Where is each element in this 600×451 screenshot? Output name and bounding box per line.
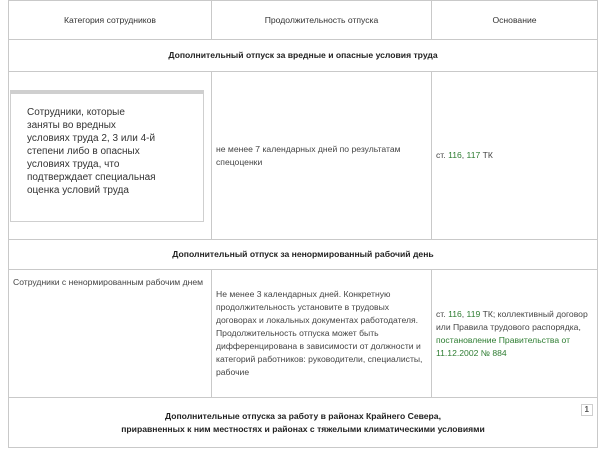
category-card [10, 90, 204, 222]
leave-table [8, 0, 598, 448]
cell-category-harmful [9, 72, 212, 240]
cell-duration-irregular: Не менее 3 календарных дней. Конкретную продолжительность установите в трудовых договорах и локальных документах работодателя. Продолжительность отпуска может быть дифференцирована в зависимости от должности и категорий работников: руководители, специалисты, рабочие [212, 270, 432, 398]
cell-basis-irregular: ст. 116, 119 ТК; коллективный договор или Правила трудового распорядка, постановление Правительства от 11.12.2002 № 884 [432, 270, 598, 398]
link-article-116[interactable]: 116 [448, 308, 462, 319]
category-text: Сотрудники, которые заняты во вредных условиях труда 2, 3 или 4-й степени либо в опасных условиях труда, что подтверждает специальная оценка условий труда [27, 106, 156, 196]
section-title-irregular: Дополнительный отпуск за ненормированный рабочий день [9, 240, 598, 270]
section-title-harmful: Дополнительный отпуск за вредные и опасные условия труда [9, 40, 598, 72]
section-title-north-line2: приравненных к ним местностях и районах с тяжелыми климатическими условиями [121, 423, 485, 434]
section-title-north-line1: Дополнительные отпуска за работу в районах Крайнего Севера, [165, 410, 441, 421]
cell-category-irregular: Сотрудники с ненормированным рабочим днем [9, 270, 212, 398]
section-title-north [9, 398, 598, 448]
header-basis: Основание [432, 1, 598, 40]
link-government-decree[interactable]: постановление Правительства от 11.12.2002 № 884 [436, 334, 571, 358]
link-article-116[interactable]: 116 [448, 150, 462, 160]
footnote-badge[interactable]: 1 [581, 404, 593, 416]
cell-basis-harmful: ст. 116, 117 ТК [432, 72, 598, 240]
header-duration: Продолжительность отпуска [212, 1, 432, 40]
cell-duration-harmful: не менее 7 календарных дней по результатам спецоценки [212, 72, 432, 240]
link-article-119[interactable]: 119 [466, 308, 481, 319]
link-article-117[interactable]: 117 [466, 150, 481, 160]
header-category: Категория сотрудников [9, 1, 212, 40]
